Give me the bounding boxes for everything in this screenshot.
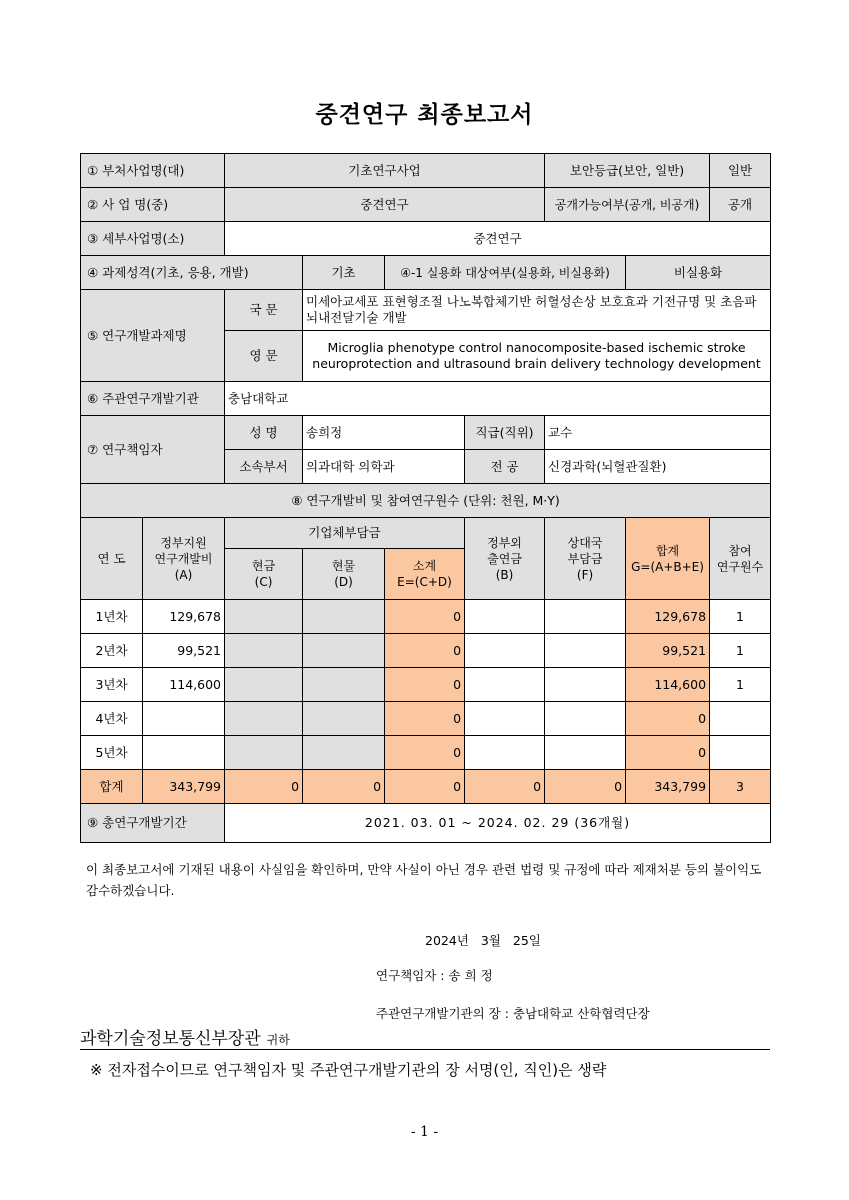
cell-year: 2년차 (81, 634, 143, 668)
cell-researchers: 1 (710, 600, 771, 634)
cell-partner: 0 (545, 770, 626, 804)
funding-header-top (81, 518, 771, 549)
value-disclosure: 공개 (710, 188, 771, 222)
cell-year: 5년차 (81, 736, 143, 770)
label-department: 소속부서 (225, 450, 303, 484)
cell-nongov: 0 (465, 770, 545, 804)
cell-total: 129,678 (626, 600, 710, 634)
cell-year: 3년차 (81, 668, 143, 702)
value-period: 2021. 03. 01 ~ 2024. 02. 29 (36개월) (225, 804, 771, 843)
header-inkind: 현물 (D) (303, 549, 385, 600)
row-funding-caption (81, 484, 771, 518)
label-ministry-program: ① 부처사업명(대) (81, 154, 225, 188)
cell-total: 343,799 (626, 770, 710, 804)
label-institution: ⑥ 주관연구개발기관 (81, 382, 225, 416)
label-subprogram: ③ 세부사업명(소) (81, 222, 225, 256)
cell-subtotal: 0 (385, 736, 465, 770)
cell-cash (225, 668, 303, 702)
header-gov: 정부지원 연구개발비 (A) (143, 518, 225, 600)
header-researchers: 참여 연구원수 (710, 518, 771, 600)
label-position: 직급(직위) (465, 416, 545, 450)
label-nature: ④ 과제성격(기초, 응용, 개발) (81, 256, 303, 290)
cell-gov (143, 702, 225, 736)
cell-total: 0 (626, 736, 710, 770)
ministry-name: 과학기술정보통신부장관 (80, 1029, 261, 1049)
cell-researchers: 3 (710, 770, 771, 804)
value-nature: 기초 (303, 256, 385, 290)
cell-cash: 0 (225, 770, 303, 804)
cell-researchers: 1 (710, 668, 771, 702)
signer-institution-head: 주관연구개발기관의 장 : 충남대학교 산학협력단장 (376, 1006, 650, 1021)
cell-subtotal: 0 (385, 770, 465, 804)
cell-cash (225, 702, 303, 736)
cell-inkind (303, 634, 385, 668)
cell-cash (225, 634, 303, 668)
row-nature (81, 256, 771, 290)
signer-researcher: 연구책임자 : 송 희 정 (376, 968, 493, 983)
value-major: 신경과학(뇌혈관질환) (545, 450, 771, 484)
report-date: 2024년 3월 25일 (425, 933, 541, 948)
label-period: ⑨ 총연구개발기간 (81, 804, 225, 843)
document-title: 중견연구 최종보고서 (315, 102, 534, 128)
header-company: 기업체부담금 (225, 518, 465, 549)
label-name: 성 명 (225, 416, 303, 450)
cell-subtotal: 0 (385, 634, 465, 668)
cell-total: 99,521 (626, 634, 710, 668)
addressee-suffix: 귀하 (266, 1033, 290, 1047)
label-project-title: ⑤ 연구개발과제명 (81, 290, 225, 382)
cell-year: 4년차 (81, 702, 143, 736)
cell-cash (225, 736, 303, 770)
row-period (81, 804, 771, 843)
cell-inkind (303, 668, 385, 702)
cell-nongov (465, 634, 545, 668)
cell-year: 합계 (81, 770, 143, 804)
addressee (80, 1024, 290, 1049)
funding-row (81, 702, 771, 736)
cell-researchers (710, 702, 771, 736)
row-program (81, 188, 771, 222)
cell-nongov (465, 736, 545, 770)
row-ministry-program (81, 154, 771, 188)
cell-partner (545, 600, 626, 634)
report-table (80, 153, 771, 843)
funding-row (81, 668, 771, 702)
value-name: 송희정 (303, 416, 465, 450)
funding-row (81, 634, 771, 668)
footnote: ※ 전자접수이므로 연구책임자 및 주관연구개발기관의 장 서명(인, 직인)은 생략 (90, 1061, 607, 1079)
cell-inkind (303, 600, 385, 634)
label-practical: ④-1 실용화 대상여부(실용화, 비실용화) (385, 256, 626, 290)
value-institution: 충남대학교 (225, 382, 771, 416)
header-partner: 상대국 부담금 (F) (545, 518, 626, 600)
value-korean-title: 미세아교세포 표현형조절 나노복합체기반 허혈성손상 보호효과 기전규명 및 초음파 뇌내전달기술 개발 (303, 290, 771, 331)
row-institution (81, 382, 771, 416)
cell-inkind (303, 736, 385, 770)
value-practical: 비실용화 (626, 256, 771, 290)
divider (80, 1049, 770, 1050)
funding-total-row (81, 770, 771, 804)
label-major: 전 공 (465, 450, 545, 484)
label-disclosure: 공개가능여부(공개, 비공개) (545, 188, 710, 222)
cell-inkind (303, 702, 385, 736)
cell-inkind: 0 (303, 770, 385, 804)
cell-subtotal: 0 (385, 600, 465, 634)
cell-nongov (465, 600, 545, 634)
value-subprogram: 중견연구 (225, 222, 771, 256)
funding-row (81, 600, 771, 634)
header-subtotal: 소계 E=(C+D) (385, 549, 465, 600)
cell-gov: 343,799 (143, 770, 225, 804)
value-ministry-program: 기초연구사업 (225, 154, 545, 188)
cell-nongov (465, 668, 545, 702)
row-title-korean (81, 290, 771, 331)
cell-partner (545, 634, 626, 668)
cell-gov: 114,600 (143, 668, 225, 702)
cell-nongov (465, 702, 545, 736)
cell-researchers (710, 736, 771, 770)
cell-partner (545, 668, 626, 702)
header-nongov: 정부외 출연금 (B) (465, 518, 545, 600)
funding-row (81, 736, 771, 770)
cell-total: 0 (626, 702, 710, 736)
value-department: 의과대학 의학과 (303, 450, 465, 484)
label-researcher: ⑦ 연구책임자 (81, 416, 225, 484)
header-year: 연 도 (81, 518, 143, 600)
value-security: 일반 (710, 154, 771, 188)
value-position: 교수 (545, 416, 771, 450)
value-english-title: Microglia phenotype control nanocomposite-based ischemic stroke neuroprotection and ultrasound brain delivery technology development (303, 331, 771, 382)
label-program: ② 사 업 명(중) (81, 188, 225, 222)
declaration-text: 이 최종보고서에 기재된 내용이 사실임을 확인하며, 만약 사실이 아닌 경우 관련 법령 및 규정에 따라 제재처분 등의 불이익도 감수하겠습니다. (86, 862, 762, 898)
row-subprogram (81, 222, 771, 256)
label-english: 영 문 (225, 331, 303, 382)
cell-total: 114,600 (626, 668, 710, 702)
cell-gov (143, 736, 225, 770)
cell-year: 1년차 (81, 600, 143, 634)
cell-researchers: 1 (710, 634, 771, 668)
cell-gov: 129,678 (143, 600, 225, 634)
cell-partner (545, 702, 626, 736)
cell-gov: 99,521 (143, 634, 225, 668)
cell-subtotal: 0 (385, 668, 465, 702)
cell-cash (225, 600, 303, 634)
row-researcher-name (81, 416, 771, 450)
page-number: - 1 - (410, 1124, 439, 1140)
cell-subtotal: 0 (385, 702, 465, 736)
value-program: 중견연구 (225, 188, 545, 222)
label-security: 보안등급(보안, 일반) (545, 154, 710, 188)
header-cash: 현금 (C) (225, 549, 303, 600)
header-total: 합계 G=(A+B+E) (626, 518, 710, 600)
label-korean: 국 문 (225, 290, 303, 331)
funding-caption: ⑧ 연구개발비 및 참여연구원수 (단위: 천원, M·Y) (81, 484, 771, 518)
cell-partner (545, 736, 626, 770)
